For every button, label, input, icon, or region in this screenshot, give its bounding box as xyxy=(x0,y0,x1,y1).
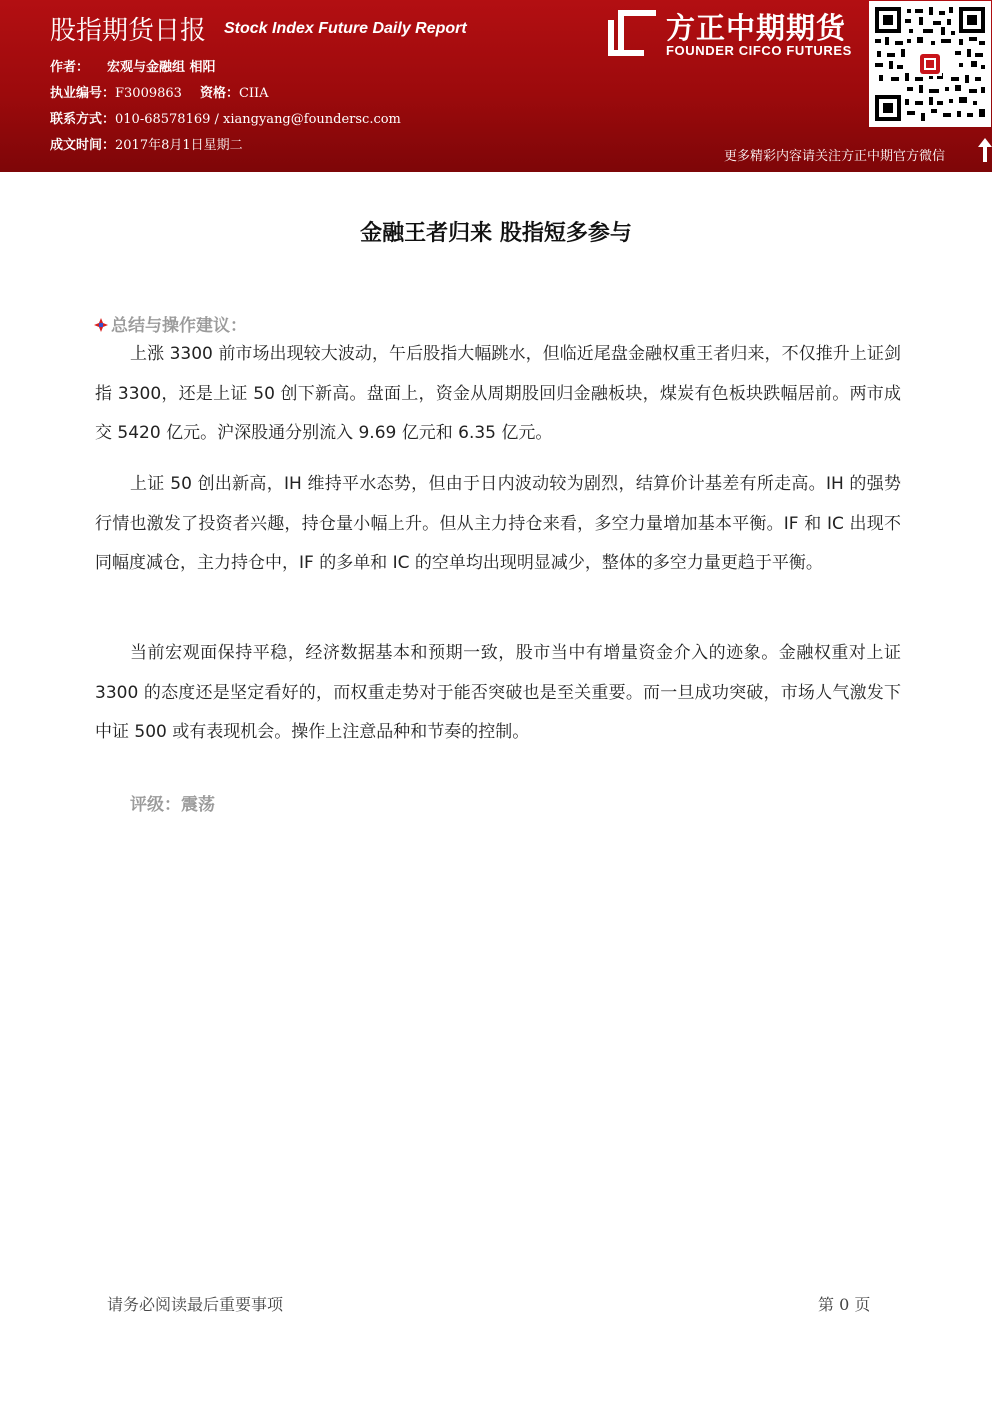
report-title-cn: 股指期货日报 xyxy=(50,16,207,46)
paragraph-2: 上证 50 创出新高，IH 维持平水态势，但由于日内波动较为剧烈，结算价计基差有所走高。IH 的强势行情也激发了投资者兴趣，持仓量小幅上升。但从主力持仓来看，多空力量增加基本平衡。IF 和 IC 出现不同幅度减仓，主力持仓中，IF 的多单和 IC 的空单均出现明显减少，整体的多空力量更趋于平衡。 xyxy=(95,474,901,573)
author-label: 作者： xyxy=(50,60,90,75)
footer-notice: 请务必阅读最后重要事项 xyxy=(107,1295,284,1314)
qualification-value: CIIA xyxy=(238,86,269,101)
up-arrow-icon xyxy=(978,138,992,162)
license-label: 执业编号： xyxy=(50,86,116,101)
date-value: 2017年8月1日星期二 xyxy=(115,138,243,153)
report-title-en: Stock Index Future Daily Report xyxy=(224,20,467,37)
license-row xyxy=(50,82,269,101)
paragraph-3: 当前宏观面保持平稳，经济数据基本和预期一致，股市当中有增量资金介入的迹象。金融权重对上证 3300 的态度还是坚定看好的，而权重走势对于能否突破也是至关重要。而一旦成功突破，市场人气激发下中证 500 或有表现机会。操作上注意品种和节奏的控制。 xyxy=(95,643,901,742)
date-label: 成文时间： xyxy=(50,138,116,153)
contact-label: 联系方式： xyxy=(50,112,116,127)
qr-code-icon xyxy=(875,7,985,121)
paragraph-1: 上涨 3300 前市场出现较大波动，午后股指大幅跳水，但临近尾盘金融权重王者归来，不仅推升上证剑指 3300，还是上证 50 创下新高。盘面上，资金从周期股回归金融板块，煤炭有色板块跌幅居前。两市成交 5420 亿元。沪深股通分别流入 9.69 亿元和 6.35 亿元。 xyxy=(95,344,901,443)
author-value: 宏观与金融组 相阳 xyxy=(107,60,216,75)
founder-logo-icon xyxy=(608,10,656,56)
contact-row xyxy=(50,108,401,127)
section-heading-text: 总结与操作建议： xyxy=(111,316,247,336)
page-number: 第 0 页 xyxy=(818,1295,871,1314)
rating-text: 评级：震荡 xyxy=(130,795,215,815)
qualification-label: 资格： xyxy=(199,86,239,101)
logo-text-cn: 方正中期期货 xyxy=(666,11,847,45)
report-header-band xyxy=(0,0,992,172)
article-title: 金融王者归来 股指短多参与 xyxy=(360,221,632,246)
author-row xyxy=(50,56,216,75)
wechat-follow-note: 更多精彩内容请关注方正中期官方微信 xyxy=(724,149,946,164)
wechat-qr-code xyxy=(869,1,991,127)
date-row xyxy=(50,134,243,153)
license-value: F3009863 xyxy=(115,86,182,101)
logo-text-en: FOUNDER CIFCO FUTURES xyxy=(666,43,852,58)
contact-value[interactable]: 010-68578169 / xiangyang@foundersc.com xyxy=(115,112,401,127)
